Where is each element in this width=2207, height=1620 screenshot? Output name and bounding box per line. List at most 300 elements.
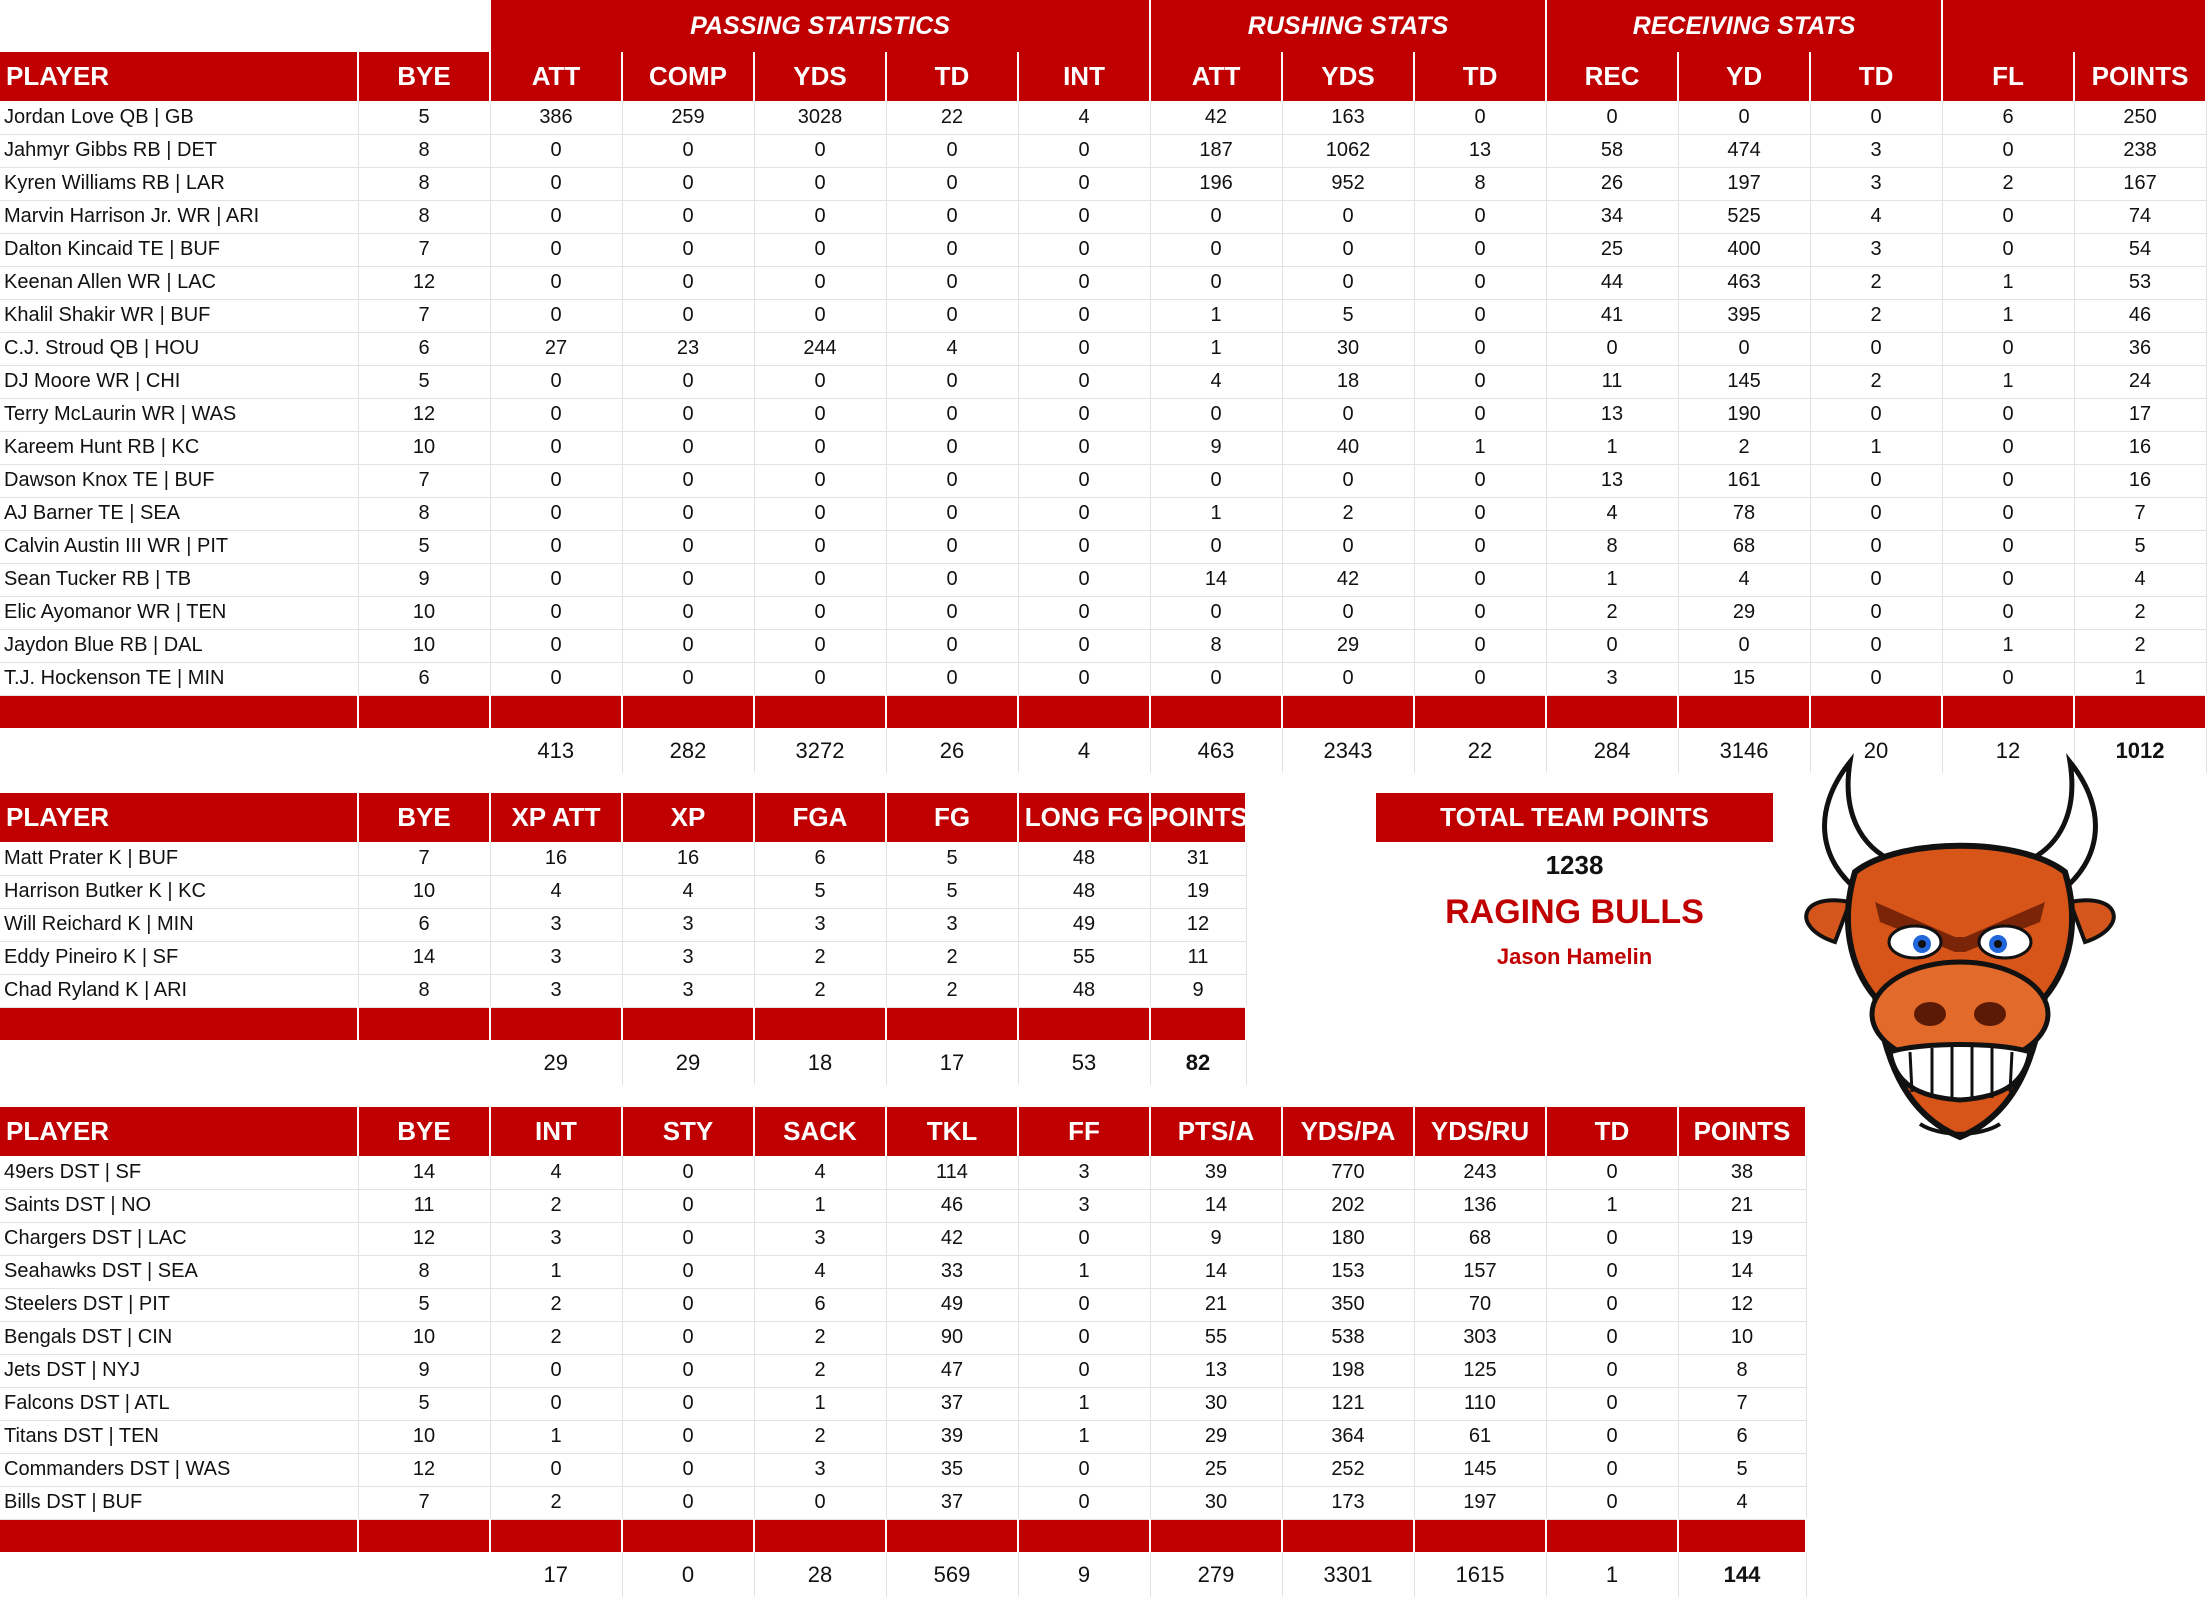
player-name-cell: Dalton Kincaid TE | BUF: [0, 233, 358, 266]
stat-cell: 0: [1678, 332, 1810, 365]
column-header: FF: [1018, 1107, 1150, 1156]
stat-cell: 110: [1414, 1387, 1546, 1420]
stat-cell: 2: [1678, 431, 1810, 464]
stat-cell: 197: [1414, 1486, 1546, 1519]
stat-cell: 0: [754, 398, 886, 431]
stat-cell: 2: [1282, 497, 1414, 530]
column-header: YD: [1678, 52, 1810, 101]
player-name-cell: Bengals DST | CIN: [0, 1321, 358, 1354]
stat-cell: 0: [1546, 1288, 1678, 1321]
column-header: TD: [1546, 1107, 1678, 1156]
stat-cell: 58: [1546, 134, 1678, 167]
stat-cell: 39: [1150, 1156, 1282, 1189]
column-header: PTS/A: [1150, 1107, 1282, 1156]
stat-cell: 21: [1150, 1288, 1282, 1321]
totals-row: [0, 1040, 1246, 1085]
total-cell: 28: [754, 1552, 886, 1597]
stat-cell: 0: [1678, 101, 1810, 134]
table-row: [0, 662, 2206, 695]
column-header: COMP: [622, 52, 754, 101]
stat-cell: 0: [886, 596, 1018, 629]
player-name-cell: Kyren Williams RB | LAR: [0, 167, 358, 200]
stat-cell: 5: [754, 875, 886, 908]
divider-cell: [1018, 1519, 1150, 1552]
stat-cell: 19: [1150, 875, 1246, 908]
stat-cell: 0: [886, 266, 1018, 299]
stat-cell: 27: [490, 332, 622, 365]
stat-cell: 14: [1150, 1255, 1282, 1288]
stat-cell: 6: [754, 1288, 886, 1321]
table-row: [0, 398, 2206, 431]
stat-cell: 0: [622, 530, 754, 563]
column-header: PLAYER: [0, 1107, 358, 1156]
stat-cell: 0: [622, 233, 754, 266]
offense-stats-table: [0, 0, 2207, 773]
divider-cell: [1678, 695, 1810, 728]
player-name-cell: Saints DST | NO: [0, 1189, 358, 1222]
player-name-cell: 49ers DST | SF: [0, 1156, 358, 1189]
table-row: [0, 299, 2206, 332]
stat-cell: 0: [490, 497, 622, 530]
stat-cell: 0: [1018, 464, 1150, 497]
stat-cell: 0: [490, 464, 622, 497]
stat-cell: 10: [358, 1321, 490, 1354]
stat-cell: 14: [1678, 1255, 1806, 1288]
stat-cell: 395: [1678, 299, 1810, 332]
stat-cell: 37: [886, 1486, 1018, 1519]
stat-cell: 1: [490, 1420, 622, 1453]
column-header-row: [0, 793, 1246, 842]
stat-cell: 78: [1678, 497, 1810, 530]
stat-cell: 26: [1546, 167, 1678, 200]
total-cell: 144: [1678, 1552, 1806, 1597]
stat-cell: 22: [886, 101, 1018, 134]
stat-cell: 0: [754, 1486, 886, 1519]
table-row: [0, 1189, 1806, 1222]
stat-cell: 17: [2074, 398, 2206, 431]
stat-cell: 9: [358, 1354, 490, 1387]
stat-cell: 34: [1546, 200, 1678, 233]
stat-cell: 350: [1282, 1288, 1414, 1321]
stat-cell: 0: [1942, 332, 2074, 365]
stat-cell: 3: [886, 908, 1018, 941]
stat-cell: 2: [2074, 629, 2206, 662]
table-row: [0, 1387, 1806, 1420]
stat-cell: 0: [1942, 662, 2074, 695]
column-header: BYE: [358, 793, 490, 842]
stat-cell: 1: [1546, 1189, 1678, 1222]
divider-cell: [490, 695, 622, 728]
stat-cell: 0: [1546, 629, 1678, 662]
stat-cell: 10: [358, 596, 490, 629]
section-scoring: [1942, 0, 2206, 52]
stat-cell: 0: [1018, 365, 1150, 398]
table-row: [0, 464, 2206, 497]
table-row: [0, 941, 1246, 974]
stat-cell: 68: [1414, 1222, 1546, 1255]
stat-cell: 0: [1018, 134, 1150, 167]
stat-cell: 10: [1678, 1321, 1806, 1354]
stat-cell: 0: [1414, 464, 1546, 497]
stat-cell: 0: [1018, 167, 1150, 200]
total-cell: 53: [1018, 1040, 1150, 1085]
stat-cell: 463: [1678, 266, 1810, 299]
stat-cell: 0: [1546, 1453, 1678, 1486]
table-row: [0, 1420, 1806, 1453]
player-name-cell: Titans DST | TEN: [0, 1420, 358, 1453]
stat-cell: 0: [1546, 1222, 1678, 1255]
stat-cell: 197: [1678, 167, 1810, 200]
stat-cell: 0: [490, 563, 622, 596]
stat-cell: 1062: [1282, 134, 1414, 167]
stat-cell: 259: [622, 101, 754, 134]
stat-cell: 18: [1282, 365, 1414, 398]
stat-cell: 0: [754, 299, 886, 332]
stat-cell: 68: [1678, 530, 1810, 563]
stat-cell: 4: [1678, 1486, 1806, 1519]
stat-cell: 0: [490, 530, 622, 563]
stat-cell: 0: [1018, 563, 1150, 596]
column-header: REC: [1546, 52, 1678, 101]
stat-cell: 35: [886, 1453, 1018, 1486]
stat-cell: 8: [1150, 629, 1282, 662]
section-receiving: RECEIVING STATS: [1546, 0, 1942, 52]
total-cell: 4: [1018, 728, 1150, 773]
stat-cell: 3: [490, 941, 622, 974]
player-name-cell: Jets DST | NYJ: [0, 1354, 358, 1387]
total-cell: 279: [1150, 1552, 1282, 1597]
stat-cell: 0: [1018, 398, 1150, 431]
stat-cell: 4: [1150, 365, 1282, 398]
stat-cell: 1: [1018, 1420, 1150, 1453]
stat-cell: 13: [1414, 134, 1546, 167]
stat-cell: 44: [1546, 266, 1678, 299]
column-header: TD: [886, 52, 1018, 101]
stat-cell: 238: [2074, 134, 2206, 167]
player-name-cell: Calvin Austin III WR | PIT: [0, 530, 358, 563]
stat-cell: 21: [1678, 1189, 1806, 1222]
stat-cell: 0: [1414, 398, 1546, 431]
stat-cell: 10: [358, 1420, 490, 1453]
stat-cell: 0: [1282, 662, 1414, 695]
stat-cell: 0: [490, 134, 622, 167]
total-cell: 20: [1810, 728, 1942, 773]
stat-cell: 0: [1942, 563, 2074, 596]
total-cell: 0: [622, 1552, 754, 1597]
stat-cell: 48: [1018, 842, 1150, 875]
divider-cell: [1546, 1519, 1678, 1552]
player-name-cell: Chad Ryland K | ARI: [0, 974, 358, 1007]
stat-cell: 0: [754, 497, 886, 530]
divider-cell: [886, 1519, 1018, 1552]
stat-cell: 2: [1810, 299, 1942, 332]
stat-cell: 0: [1018, 431, 1150, 464]
column-header: LONG FG: [1018, 793, 1150, 842]
stat-cell: 0: [754, 134, 886, 167]
stat-cell: 202: [1282, 1189, 1414, 1222]
column-header: TD: [1810, 52, 1942, 101]
stat-cell: 1: [1942, 299, 2074, 332]
stat-cell: 0: [1414, 662, 1546, 695]
stat-cell: 8: [358, 974, 490, 1007]
stat-cell: 14: [358, 1156, 490, 1189]
stat-cell: 2: [490, 1288, 622, 1321]
stat-cell: 121: [1282, 1387, 1414, 1420]
stat-cell: 0: [754, 662, 886, 695]
stat-cell: 5: [358, 530, 490, 563]
column-header: TD: [1414, 52, 1546, 101]
player-name-cell: Matt Prater K | BUF: [0, 842, 358, 875]
stat-cell: 525: [1678, 200, 1810, 233]
stat-cell: 13: [1546, 464, 1678, 497]
stat-cell: 145: [1414, 1453, 1546, 1486]
stat-cell: 24: [2074, 365, 2206, 398]
stat-cell: 0: [622, 200, 754, 233]
total-cell: 17: [886, 1040, 1018, 1085]
stat-cell: 15: [1678, 662, 1810, 695]
stat-cell: 0: [1942, 398, 2074, 431]
column-header-row: [0, 1107, 1806, 1156]
stat-cell: 0: [886, 398, 1018, 431]
total-cell: [0, 1040, 358, 1085]
stat-cell: 0: [490, 1453, 622, 1486]
table-row: [0, 134, 2206, 167]
stat-cell: 0: [490, 662, 622, 695]
stat-cell: 0: [1810, 464, 1942, 497]
stat-cell: 9: [1150, 974, 1246, 1007]
player-name-cell: Kareem Hunt RB | KC: [0, 431, 358, 464]
divider-cell: [622, 695, 754, 728]
stat-cell: 30: [1150, 1486, 1282, 1519]
player-name-cell: Seahawks DST | SEA: [0, 1255, 358, 1288]
stat-cell: 48: [1018, 974, 1150, 1007]
stat-cell: 145: [1678, 365, 1810, 398]
stat-cell: 0: [622, 662, 754, 695]
stat-cell: 0: [622, 1387, 754, 1420]
stat-cell: 0: [1018, 1222, 1150, 1255]
stat-cell: 2: [1810, 266, 1942, 299]
table-row: [0, 266, 2206, 299]
stat-cell: 0: [754, 365, 886, 398]
stat-cell: 0: [622, 1189, 754, 1222]
stat-cell: 0: [622, 134, 754, 167]
divider-cell: [1942, 695, 2074, 728]
stat-cell: 161: [1678, 464, 1810, 497]
team-name: RAGING BULLS: [1445, 893, 1704, 931]
stat-cell: 6: [358, 908, 490, 941]
stat-cell: 0: [622, 1156, 754, 1189]
player-name-cell: C.J. Stroud QB | HOU: [0, 332, 358, 365]
stat-cell: 1: [1810, 431, 1942, 464]
stat-cell: 125: [1414, 1354, 1546, 1387]
total-cell: 569: [886, 1552, 1018, 1597]
column-header: SACK: [754, 1107, 886, 1156]
stat-cell: 1: [1942, 365, 2074, 398]
total-cell: [358, 1040, 490, 1085]
stat-cell: 0: [1018, 1486, 1150, 1519]
divider-cell: [1546, 695, 1678, 728]
stat-cell: 47: [886, 1354, 1018, 1387]
stat-cell: 46: [2074, 299, 2206, 332]
stat-cell: 0: [754, 563, 886, 596]
stat-cell: 0: [1810, 629, 1942, 662]
stat-cell: 2: [490, 1189, 622, 1222]
table-row: [0, 842, 1246, 875]
stat-cell: 12: [358, 266, 490, 299]
player-name-cell: Will Reichard K | MIN: [0, 908, 358, 941]
player-name-cell: Commanders DST | WAS: [0, 1453, 358, 1486]
stat-cell: 0: [490, 299, 622, 332]
stat-cell: 2: [886, 974, 1018, 1007]
stat-cell: 4: [1810, 200, 1942, 233]
stat-cell: 3: [490, 908, 622, 941]
stat-cell: 0: [886, 299, 1018, 332]
divider-cell: [358, 1519, 490, 1552]
table-row: [0, 1255, 1806, 1288]
player-name-cell: Jordan Love QB | GB: [0, 101, 358, 134]
stat-cell: 474: [1678, 134, 1810, 167]
stat-cell: 2: [2074, 596, 2206, 629]
divider-bar: [0, 1519, 1806, 1552]
stat-cell: 31: [1150, 842, 1246, 875]
table-row: [0, 332, 2206, 365]
divider-cell: [490, 1007, 622, 1040]
divider-cell: [1282, 695, 1414, 728]
section-passing: PASSING STATISTICS: [490, 0, 1150, 52]
stat-cell: 0: [754, 596, 886, 629]
divider-bar: [0, 1007, 1246, 1040]
stat-cell: 3: [622, 908, 754, 941]
total-cell: [0, 1552, 358, 1597]
stat-cell: 0: [1414, 266, 1546, 299]
total-cell: 9: [1018, 1552, 1150, 1597]
total-cell: 22: [1414, 728, 1546, 773]
stat-cell: 0: [1282, 596, 1414, 629]
total-team-points-label: TOTAL TEAM POINTS: [1376, 793, 1773, 842]
total-cell: [358, 1552, 490, 1597]
stat-cell: 7: [2074, 497, 2206, 530]
stat-cell: 0: [1018, 530, 1150, 563]
stat-cell: 10: [358, 629, 490, 662]
stat-cell: 42: [1150, 101, 1282, 134]
player-name-cell: Harrison Butker K | KC: [0, 875, 358, 908]
stat-cell: 0: [1942, 596, 2074, 629]
stat-cell: 54: [2074, 233, 2206, 266]
divider-bar: [0, 695, 2206, 728]
stat-cell: 167: [2074, 167, 2206, 200]
stat-cell: 0: [1282, 464, 1414, 497]
divider-cell: [0, 695, 358, 728]
divider-cell: [1678, 1519, 1806, 1552]
stat-cell: 37: [886, 1387, 1018, 1420]
stat-cell: 364: [1282, 1420, 1414, 1453]
column-header: BYE: [358, 52, 490, 101]
divider-cell: [886, 695, 1018, 728]
total-cell: 1615: [1414, 1552, 1546, 1597]
stat-cell: 4: [886, 332, 1018, 365]
stat-cell: 16: [490, 842, 622, 875]
stat-cell: 13: [1546, 398, 1678, 431]
stat-cell: 0: [1414, 365, 1546, 398]
stat-cell: 0: [1018, 266, 1150, 299]
stat-cell: 0: [490, 596, 622, 629]
stat-cell: 0: [1282, 398, 1414, 431]
stat-cell: 0: [622, 365, 754, 398]
stat-cell: 4: [1018, 101, 1150, 134]
stat-cell: 1: [754, 1387, 886, 1420]
stat-cell: 2: [490, 1486, 622, 1519]
stat-cell: 1: [1546, 563, 1678, 596]
stat-cell: 36: [2074, 332, 2206, 365]
total-cell: 282: [622, 728, 754, 773]
column-header: TKL: [886, 1107, 1018, 1156]
stat-cell: 0: [1150, 398, 1282, 431]
section-spacer: [0, 0, 490, 52]
stat-cell: 12: [1150, 908, 1246, 941]
table-row: [0, 365, 2206, 398]
stat-cell: 157: [1414, 1255, 1546, 1288]
stat-cell: 0: [622, 167, 754, 200]
stat-cell: 14: [358, 941, 490, 974]
divider-cell: [886, 1007, 1018, 1040]
stat-cell: 0: [1810, 530, 1942, 563]
stat-cell: 0: [1810, 332, 1942, 365]
player-name-cell: Eddy Pineiro K | SF: [0, 941, 358, 974]
stat-cell: 538: [1282, 1321, 1414, 1354]
total-cell: [358, 728, 490, 773]
stat-cell: 5: [1678, 1453, 1806, 1486]
stat-cell: 0: [622, 629, 754, 662]
stat-cell: 53: [2074, 266, 2206, 299]
column-header: XP ATT: [490, 793, 622, 842]
section-rushing: RUSHING STATS: [1150, 0, 1546, 52]
stat-cell: 7: [358, 299, 490, 332]
stat-cell: 0: [1018, 332, 1150, 365]
stat-cell: 1: [490, 1255, 622, 1288]
stat-cell: 11: [1150, 941, 1246, 974]
player-name-cell: Steelers DST | PIT: [0, 1288, 358, 1321]
stat-cell: 1: [1942, 629, 2074, 662]
stat-cell: 0: [622, 464, 754, 497]
stat-cell: 0: [490, 1387, 622, 1420]
stat-cell: 0: [622, 1255, 754, 1288]
stat-cell: 2: [754, 1354, 886, 1387]
stat-cell: 8: [358, 134, 490, 167]
table-row: [0, 1321, 1806, 1354]
stat-cell: 5: [358, 1387, 490, 1420]
stat-cell: 3: [1810, 167, 1942, 200]
total-cell: 1: [1546, 1552, 1678, 1597]
stat-cell: 7: [358, 842, 490, 875]
stat-cell: 0: [1414, 233, 1546, 266]
stat-cell: 61: [1414, 1420, 1546, 1453]
stat-cell: 0: [1546, 1420, 1678, 1453]
stat-cell: 49: [886, 1288, 1018, 1321]
stat-cell: 2: [490, 1321, 622, 1354]
stat-cell: 0: [490, 200, 622, 233]
stat-cell: 3: [490, 1222, 622, 1255]
stat-cell: 252: [1282, 1453, 1414, 1486]
stat-cell: 0: [1018, 1321, 1150, 1354]
stat-cell: 180: [1282, 1222, 1414, 1255]
column-header: ATT: [1150, 52, 1282, 101]
stat-cell: 187: [1150, 134, 1282, 167]
stat-cell: 6: [1678, 1420, 1806, 1453]
stat-cell: 0: [490, 629, 622, 662]
total-cell: 3272: [754, 728, 886, 773]
stat-cell: 0: [1414, 299, 1546, 332]
stat-cell: 3: [1546, 662, 1678, 695]
